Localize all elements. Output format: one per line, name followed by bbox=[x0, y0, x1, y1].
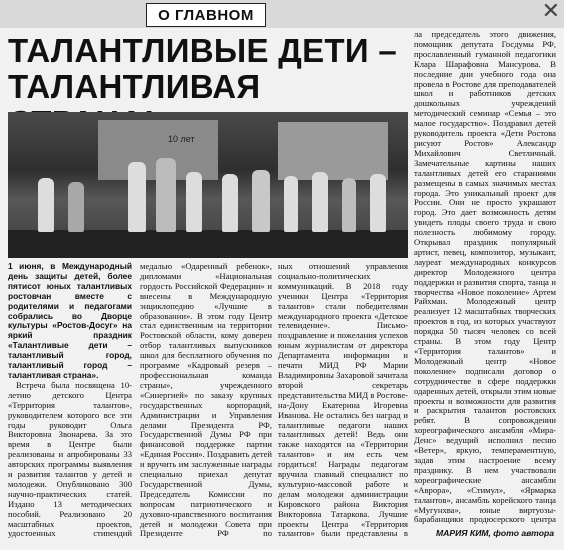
photo-figure bbox=[186, 172, 202, 232]
photo-figure bbox=[252, 170, 270, 232]
section-banner bbox=[0, 0, 564, 28]
photo-screen-right bbox=[278, 122, 388, 180]
photo-screen-text: 10 лет bbox=[168, 134, 195, 144]
photo-figure bbox=[156, 158, 176, 232]
photo-figure bbox=[284, 176, 298, 232]
article-col3-text: ных отношений управления социально-политических коммуникаций. В 2018 году ученики Центра «Территория талантов» стали победителями международного проекта «Детское телевидение». Письмо-поздравление и пожелания успехов юным журналистам от директора Департамента информации и печати МИД РФ Марии Владимировны Захаровой зачитала второй секретарь представительства МИД в Ростове-на-Дону Екатерина Игоревна Иванова. Не остались без наград и талантливые педагоги наших талантливых детей! Ведь они также находятся на «Территории талантов» и им есть чем гордиться! Награды педагогам вручила главный специалист по культурно-массовой работе и делам молодежи администрации Кировского района Виктория Викторовна Татаркова. Лучшие проекты Центра «Территория талантов» были представлены в bbox=[278, 262, 408, 539]
article-column-2 bbox=[140, 262, 272, 540]
headline-line-2: ТАЛАНТЛИВАЯ bbox=[8, 68, 261, 105]
article-column-3 bbox=[278, 262, 408, 540]
page-corner-icon: ✕ bbox=[541, 0, 560, 23]
photo-figure bbox=[38, 178, 54, 232]
article-lead: 1 июня, в Международный день защиты детей, более пятисот юных талантливых ростовчан вместе с родителями и педагогами собрались во Дворце культуры «Ростов-Досуг» на яркий праздник «Талантливые дети – талантливый город, талантливый город – талантливая страна». bbox=[8, 262, 132, 380]
photo-figure bbox=[68, 182, 84, 232]
photo-stage bbox=[8, 230, 408, 258]
section-tab bbox=[146, 3, 266, 27]
photo-figure bbox=[370, 174, 386, 232]
photo-figure bbox=[312, 172, 328, 232]
headline-line-1: ТАЛАНТЛИВЫЕ ДЕТИ – bbox=[8, 32, 397, 69]
article-column-4 bbox=[414, 30, 556, 524]
photo-figure bbox=[342, 178, 356, 232]
photo-figure bbox=[222, 174, 238, 232]
section-label: О ГЛАВНОМ bbox=[158, 6, 254, 24]
author-credit: МАРИЯ КИМ, фото автора bbox=[435, 528, 554, 538]
article-col1-text: Встреча была посвящена 10-летию детского Центра «Территория талантов», руководителем которого все эти годы руководит Ольга Викторовна Звонарева. За это время в Центре были реализованы и апробированы 33 авторских программы выявления и развития талантов у детей и молодежи. Опубликовано 300 научно-практических статей. Издано 13 методических пособий. Реализовано 20 масштабных проектов, удостоенных стипендий bbox=[8, 379, 132, 539]
article-col4-text: ла председатель этого движения, помощник депутата Госдумы РФ, прославленный гуманной педагогики Клара Шарафовна Мансурова. В последние дни учебного года она провела в Ростове для преподавателей школ и работников детских дошкольных учреждений методический семинар «Семья – это малое государство». Поздравил детей руководитель проекта «Дети Ростова рисуют Ростов» Александр Михайлович Светличный. Замечательные картины наших талантливых детей его стараниями размещены в самых значимых местах города. Это уникальный проект для России. Они не просто украшают город. Это дает возможность детям увидеть плоды своего труда и свою полезность любимому городу. Открывал праздник популярный артист, певец, композитор, музыкант, лауреат международных конкурсов директор Молодежного центра поддержки и развития спорта, танца и творчества «Новое поколение» Артем Райхман. Молодежный центр реализует 12 масштабных творческих проектов в год, из которых участвуют порядка 50 тысяч человек со всей страны. В этом году Центр «Территория талантов» и Молодежный центр «Новое поколение» подписали договор о сотрудничестве в сфере поддержки одаренных детей, открыли этим новые проекты и возможности для развития и раскрытия талантов ростовских ребят. В сопровождении хореографического ансамбля «Мира-Денс» ведущий исполнил песню «Ветер», яркую, темпераментную, задав этим настроение всему празднику. В нем участвовали хореографические ансамбли «Аврора», «Стимул», «Ярмарка талантов», ансамбль корейского танца «Мугунхва», юные виртуозы-барабанщики продюсерского центра bbox=[414, 30, 556, 524]
article-column-1 bbox=[8, 262, 132, 540]
event-photo bbox=[8, 112, 408, 258]
photo-figure bbox=[128, 162, 146, 232]
article-col2-text: медалью «Одаренный ребенок», дипломами «Национальная гордость Российской Федерации» и внесены в Международную энциклопедию «Лучшие в образовании». В этом году Центр стал единственным на территории Ростовской области, кому доверен отбор талантливых выпускников школ для бесплатного обучения по программе «Кадровый резерв – профессиональная команда страны», учрежденного «Синергией» по заказу крупных государственных корпораций, Администрации и Управления делами Президента РФ, Государственной Думы РФ при финансовой поддержке партии «Единая Россия». Поздравить детей и вручить им заслуженные награды специально приехал депутат Государственной Думы, Председатель Комиссии по вопросам патриотического и духовно-нравственного воспитания детей и молодежи Совета при Президенте РФ по bbox=[140, 262, 272, 539]
